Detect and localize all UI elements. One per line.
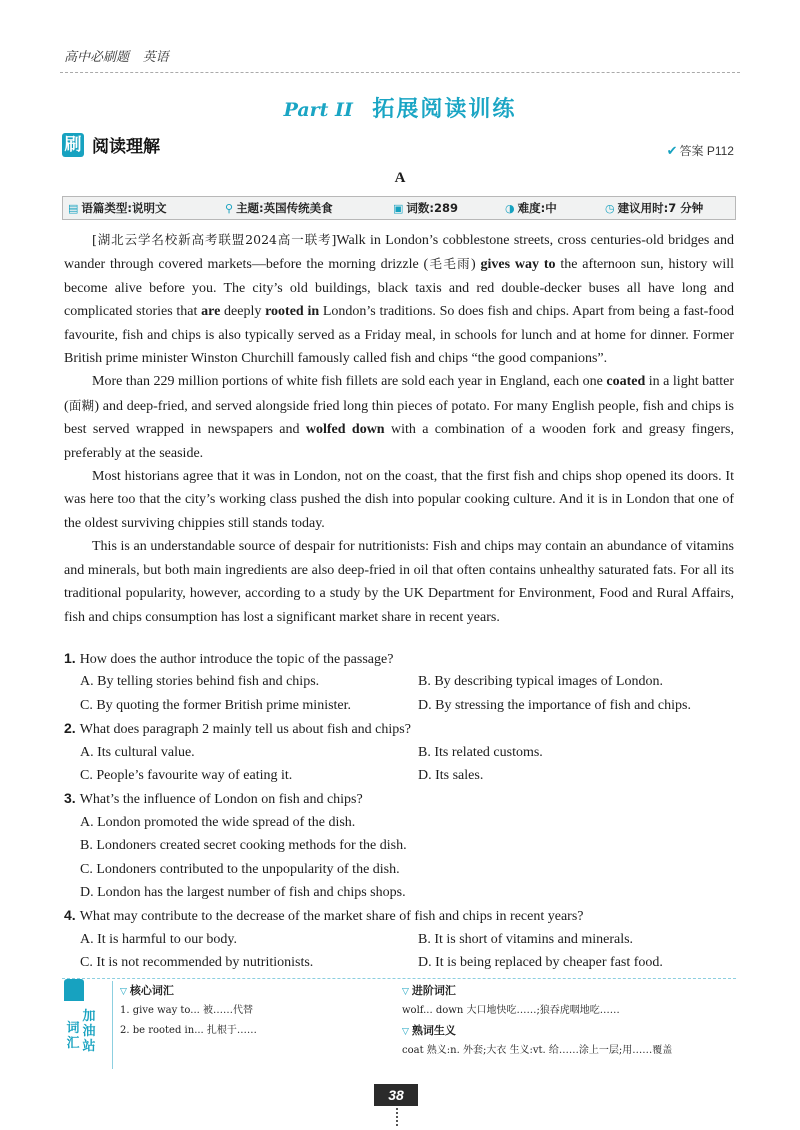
vocab-item: coat 熟义:n. 外套;大衣 生义:vt. 给……涂上一层;用……覆盖 xyxy=(402,1045,673,1056)
source-tag: [湖北云学名校新高考联盟2024高一联考] xyxy=(92,232,337,247)
option-c: C. It is not recommended by nutritionists. xyxy=(80,955,314,971)
familiar-vocab-title: 熟词生义 xyxy=(411,1024,456,1037)
question-3: 3. What’s the influence of London on fish and chips? A. London promoted the wide spread of the dish. B. Londoners created secret cooking methods for the dish. C. Londoners contributed to the unpopularity of the dish. D. London has the largest number of fish and chips shops. xyxy=(64,787,736,904)
advanced-vocab xyxy=(402,981,736,1061)
option-b: B. It is short of vitamins and minerals. xyxy=(418,931,634,947)
key-phrase: are xyxy=(201,304,221,320)
option-a: A. It is harmful to our body. xyxy=(80,931,237,947)
header-divider xyxy=(60,72,740,73)
running-header xyxy=(64,46,179,65)
vocab-item: wolf... down 大口地快吃……;狼吞虎咽地吃…… xyxy=(402,1005,620,1016)
triangle-icon: ▽ xyxy=(402,987,409,997)
paragraph-2: More than 229 million portions of white fish fillets are sold each year in England, each one coated in a light batter (面糊) and deep-fried, and served alongside fried long thin pieces of potato. For many English people, fish and chips is best served wrapped in newspapers and wolfed down with a combination of a wooden fork and greasy fingers, preferably at the seaside. xyxy=(64,374,734,461)
passage-body xyxy=(64,228,734,629)
passage-info-bar xyxy=(62,196,736,220)
question-list xyxy=(64,647,736,974)
triangle-icon: ▽ xyxy=(402,1027,409,1037)
badge-label-2: 加油站 xyxy=(82,1009,96,1054)
option-c: C. By quoting the former British prime minister. xyxy=(80,697,352,713)
question-stem: What does paragraph 2 mainly tell us about fish and chips? xyxy=(79,722,411,738)
option-b: B. Its related customs. xyxy=(418,744,543,760)
key-phrase: wolfed down xyxy=(305,422,385,438)
question-1: 1. How does the author introduce the topic of the passage? A. By telling stories behind fish and chips. B. By describing typical images of London. C. By quoting the former British prime minister. D. By stressing the importance of fish and chips. xyxy=(64,647,736,717)
option-a: A. Its cultural value. xyxy=(80,744,195,760)
part-heading: 拓展阅读训练 xyxy=(372,97,517,122)
badge-label-1: 词汇 xyxy=(66,1021,80,1051)
option-a: A. London promoted the wide spread of the dish. xyxy=(80,814,356,830)
option-a: A. By telling stories behind fish and chips. xyxy=(80,674,320,690)
vocab-divider xyxy=(112,981,113,1069)
question-stem: What may contribute to the decrease of the market share of fish and chips in recent years? xyxy=(79,909,584,925)
search-icon: ⚲ xyxy=(225,201,234,215)
book-icon: ▣ xyxy=(393,201,404,215)
core-vocab xyxy=(120,981,390,1041)
vocab-badge xyxy=(64,1007,110,1061)
section-heading xyxy=(62,132,160,157)
passage-letter: A xyxy=(394,170,406,186)
brush-icon: 刷 xyxy=(62,133,84,157)
document-icon: ▤ xyxy=(68,201,79,215)
answer-reference xyxy=(667,142,734,159)
info-difficulty: ◑ 难度:中 xyxy=(505,201,557,215)
paragraph-1: [湖北云学名校新高考联盟2024高一联考]Walk in London’s cobblestone streets, cross centuries-old bridges and wander through covered markets—before the morning drizzle (毛毛雨) gives way to the afternoon sun, history will become alive before you. The city’s old buildings, black taxis and red double-decker buses all have long and complicated stories that are deeply rooted in London’s traditions. So does fish and chips. Apart from being a fast-food favourite, fish and chips is also typically served as a Friday meal, in schools for lunch and at home for dinner. Former British prime minister Winston Churchill famously called fish and chips “the good companions”. xyxy=(64,232,734,367)
core-vocab-title: 核心词汇 xyxy=(129,984,174,997)
part-title xyxy=(0,92,800,123)
book-title: 高中必刷题 xyxy=(64,49,130,64)
key-phrase: gives way to xyxy=(480,257,556,273)
question-stem: How does the author introduce the topic of the passage? xyxy=(79,652,394,667)
question-stem: What’s the influence of London on fish and chips? xyxy=(79,792,363,808)
house-icon xyxy=(64,979,84,1001)
part-label: Part II xyxy=(283,99,353,121)
section-title: 阅读理解 xyxy=(92,137,160,157)
info-word-count: ▣ 词数:289 xyxy=(393,201,459,215)
paragraph-4: This is an understandable source of despair for nutritionists: Fish and chips may contain an abundance of vitamins and minerals, but both main ingredients are also deep-fried in oil that often contains unhealthy saturated fats. For all its traditional popularity, however, according to a study by the UK Department for Environment, Food and Rural Affairs, fish and chips consumption has lost a significant market share in recent years. xyxy=(64,539,734,625)
info-topic: ⚲ 主题:英国传统美食 xyxy=(225,201,333,215)
option-c: C. People’s favourite way of eating it. xyxy=(80,767,293,783)
option-d: D. Its sales. xyxy=(418,767,484,783)
subject-label: 英语 xyxy=(142,49,169,64)
option-d: D. It is being replaced by cheaper fast food. xyxy=(418,955,663,971)
triangle-icon: ▽ xyxy=(120,987,127,997)
answer-page: 答案 P112 xyxy=(679,144,734,158)
option-b: B. Londoners created secret cooking methods for the dish. xyxy=(80,838,407,854)
option-d: D. London has the largest number of fish and chips shops. xyxy=(80,884,406,900)
page-number-decoration xyxy=(396,1108,398,1126)
clock-icon: ◷ xyxy=(605,201,615,215)
option-d: D. By stressing the importance of fish and chips. xyxy=(418,697,691,713)
advanced-vocab-title: 进阶词汇 xyxy=(411,984,456,997)
page-number: 38 xyxy=(374,1084,418,1106)
gauge-icon: ◑ xyxy=(505,201,515,215)
info-time: ◷ 建议用时:7 分钟 xyxy=(605,201,704,215)
question-2: 2. What does paragraph 2 mainly tell us about fish and chips? A. Its cultural value. B. Its related customs. C. People’s favourite way of eating it. D. Its sales. xyxy=(64,717,736,787)
question-4: 4. What may contribute to the decrease of the market share of fish and chips in recent years? A. It is harmful to our body. B. It is short of vitamins and minerals. C. It is not recommended by nutritionists. D. It is being replaced by cheaper fast food. xyxy=(64,904,736,974)
option-b: B. By describing typical images of London. xyxy=(418,674,663,690)
vocab-item: 2. be rooted in... 扎根于…… xyxy=(120,1025,257,1036)
vocab-item: 1. give way to... 被……代替 xyxy=(120,1005,253,1016)
vocabulary-box xyxy=(62,978,736,1074)
checkmark-icon: ✔ xyxy=(666,142,678,158)
key-phrase: rooted in xyxy=(265,304,320,320)
key-phrase: coated xyxy=(606,374,646,390)
info-genre: ▤ 语篇类型:说明文 xyxy=(68,201,167,215)
paragraph-3: Most historians agree that it was in London, not on the coast, that the first fish and chips shop opened its doors. It was here too that the city’s working class pushed the dish into popular cooking culture. And it is in London that one of the oldest surviving chippies still stands today. xyxy=(64,469,734,531)
option-c: C. Londoners contributed to the unpopularity of the dish. xyxy=(80,861,400,877)
